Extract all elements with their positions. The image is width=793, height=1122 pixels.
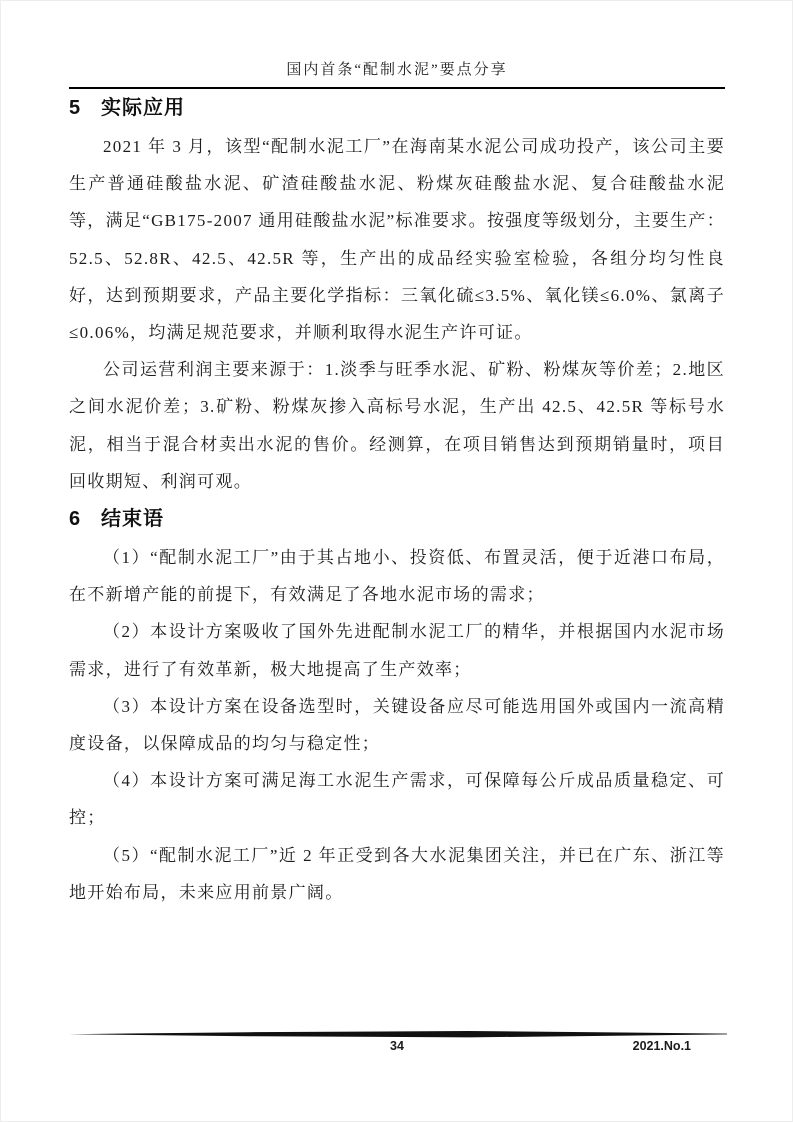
paragraph: （4）本设计方案可满足海工水泥生产需求，可保障每公斤成品质量稳定、可控； <box>69 771 725 828</box>
issue-label: 2021.No.1 <box>632 1039 691 1053</box>
paragraph: 2021 年 3 月，该型“配制水泥工厂”在海南某水泥公司成功投产，该公司主要生产普通硅酸盐水泥、矿渣硅酸盐水泥、粉煤灰硅酸盐水泥、复合硅酸盐水泥等，满足“GB175-2007 通用硅酸盐水泥”标准要求。按强度等级划分，主要生产：52.5、52.8R、42.5、42.5R 等，生产出的成品经实验室检验，各组分均匀性良好，达到预期要求，产品主要化学指标：三氧化硫≤3.5%、氧化镁≤6.0%、氯离子≤0.06%，均满足规范要求，并顺利取得水泥生产许可证。 <box>69 137 725 343</box>
section-6-number: 6 <box>69 508 82 531</box>
section-5-heading <box>69 95 725 121</box>
section-6-title: 结束语 <box>101 508 164 531</box>
page-number: 34 <box>390 1039 404 1053</box>
section-6-heading <box>69 506 725 532</box>
running-header <box>69 59 725 89</box>
footer-divider-rule <box>69 1031 725 1038</box>
page-footer <box>69 1031 725 1057</box>
paragraph: （1）“配制水泥工厂”由于其占地小、投资低、布置灵活，便于近港口布局，在不新增产能的前提下，有效满足了各地水泥市场的需求； <box>69 548 725 605</box>
section-5-title: 实际应用 <box>101 97 185 119</box>
paragraph: （3）本设计方案在设备选型时，关键设备应尽可能选用国外或国内一流高精度设备，以保障成品的均匀与稳定性； <box>69 696 725 754</box>
running-header-title: 国内首条“配制水泥”要点分享 <box>286 62 508 78</box>
footer-row <box>69 1039 725 1057</box>
paragraph: （2）本设计方案吸收了国外先进配制水泥工厂的精华，并根据国内水泥市场需求，进行了有效革新，极大地提高了生产效率； <box>69 622 725 679</box>
section-5-number: 5 <box>69 97 82 119</box>
paragraph: 公司运营利润主要来源于：1.淡季与旺季水泥、矿粉、粉煤灰等价差；2.地区之间水泥价差；3.矿粉、粉煤灰掺入高标号水泥，生产出 42.5、42.5R 等标号水泥，相当于混合材卖出水泥的售价。经测算，在项目销售达到预期销量时，项目回收期短、利润可观。 <box>69 360 725 491</box>
paragraph: （5）“配制水泥工厂”近 2 年正受到各大水泥集团关注，并已在广东、浙江等地开始布局，未来应用前景广阔。 <box>69 845 725 902</box>
